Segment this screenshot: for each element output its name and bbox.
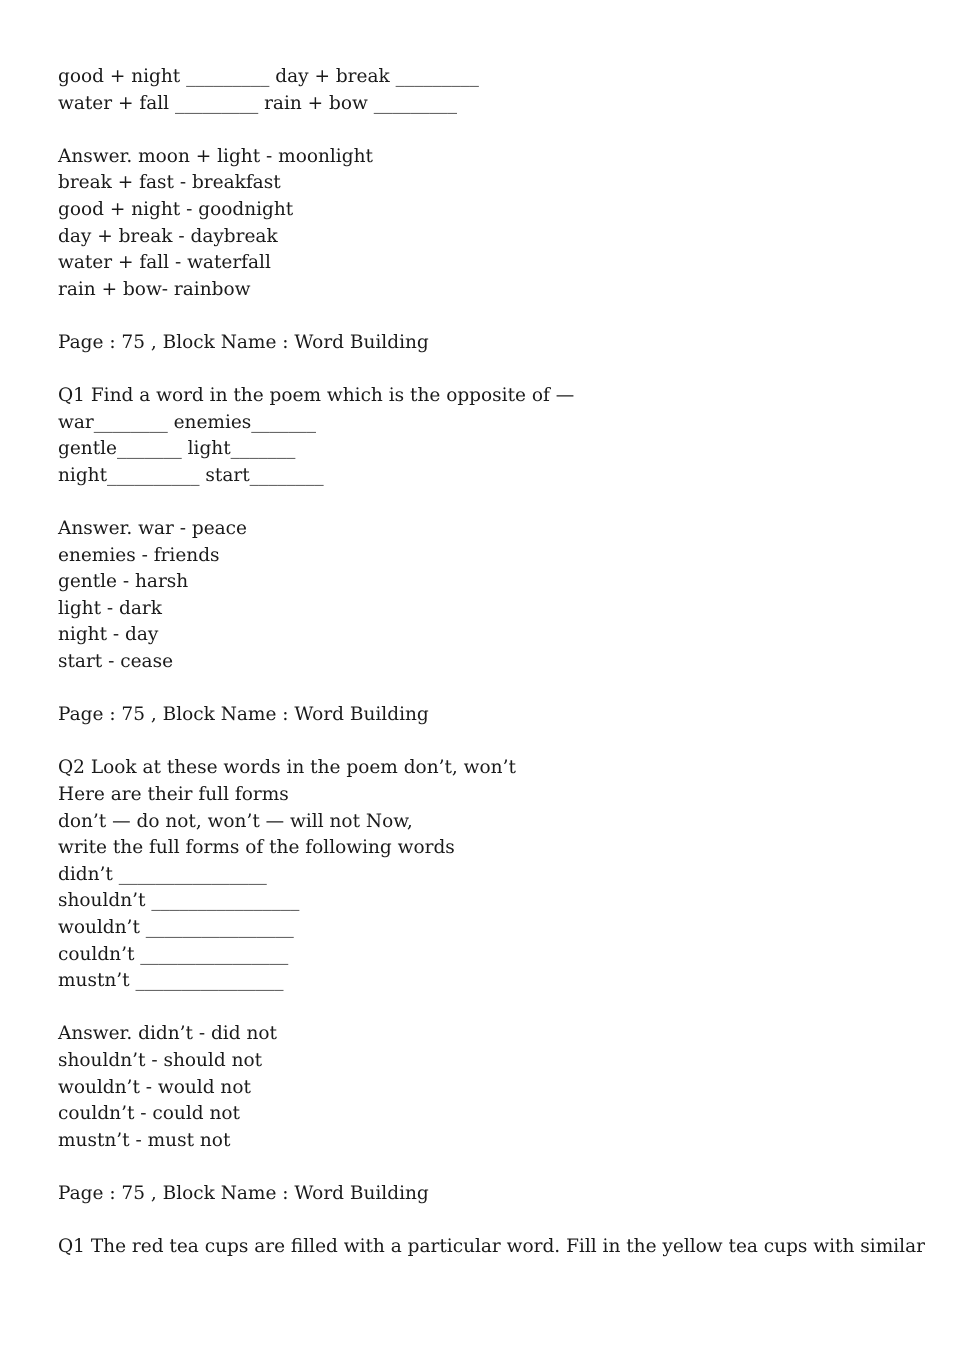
spacer	[58, 490, 918, 517]
answer-line: enemies - friends	[58, 544, 220, 566]
block-label: Page : 75 , Block Name : Word Building	[58, 704, 429, 726]
compound-answers	[58, 144, 918, 304]
contractions-answers	[58, 1021, 918, 1154]
exercise-line: good + night _________ day + break _________	[58, 66, 479, 87]
question-line: night__________ start________	[58, 464, 324, 486]
document-page	[58, 64, 925, 1261]
answer-line: light - dark	[58, 597, 162, 619]
answer-line: break + fast - breakfast	[58, 172, 281, 194]
question-line: don’t — do not, won’t — will not Now,	[58, 810, 413, 832]
answer-line: mustn’t - must not	[58, 1129, 231, 1151]
answer-line: night - day	[58, 624, 159, 646]
spacer	[58, 1154, 918, 1181]
question-line: Q2 Look at these words in the poem don’t, won’t	[58, 757, 516, 779]
question-line: Here are their full forms	[58, 784, 289, 806]
spacer	[58, 117, 918, 144]
answer-line: start - cease	[58, 651, 174, 673]
opposites-question	[58, 383, 918, 489]
block-label: Page : 75 , Block Name : Word Building	[58, 331, 429, 353]
answer-line: gentle - harsh	[58, 571, 189, 593]
question-line: war________ enemies_______	[58, 411, 317, 433]
question-line: Q1 Find a word in the poem which is the opposite of —	[58, 385, 575, 407]
compound-exercise-tail	[58, 64, 918, 117]
answer-line: shouldn’t - should not	[58, 1049, 263, 1071]
block-label: Page : 75 , Block Name : Word Building	[58, 1182, 429, 1204]
spacer	[58, 676, 918, 703]
question-line: shouldn’t ________________	[58, 890, 300, 912]
question-line: wouldn’t ________________	[58, 917, 294, 938]
spacer	[58, 1208, 918, 1235]
answer-line: day + break - daybreak	[58, 225, 278, 247]
spacer	[58, 729, 918, 756]
question-line: gentle_______ light_______	[58, 438, 296, 460]
spacer	[58, 995, 918, 1022]
answer-line: rain + bow- rainbow	[58, 278, 251, 300]
spacer	[58, 303, 918, 330]
answer-line: water + fall - waterfall	[58, 252, 271, 274]
answer-line: Answer. war - peace	[58, 518, 247, 540]
answer-line: Answer. moon + light - moonlight	[58, 145, 373, 167]
spacer	[58, 357, 918, 384]
question-line: mustn’t ________________	[58, 970, 284, 992]
answer-line: couldn’t - could not	[58, 1103, 240, 1125]
answer-line: good + night - goodnight	[58, 198, 294, 220]
teacups-question: Q1 The red tea cups are filled with a particular word. Fill in the yellow tea cups with similar	[58, 1236, 925, 1258]
question-line: write the full forms of the following words	[58, 837, 455, 859]
answer-line: wouldn’t - would not	[58, 1076, 251, 1098]
contractions-question	[58, 755, 918, 994]
opposites-answers	[58, 516, 918, 676]
question-line: couldn’t ________________	[58, 943, 289, 965]
question-line: didn’t ________________	[58, 863, 267, 885]
answer-line: Answer. didn’t - did not	[58, 1023, 277, 1045]
exercise-line: water + fall _________ rain + bow _________	[58, 92, 457, 114]
